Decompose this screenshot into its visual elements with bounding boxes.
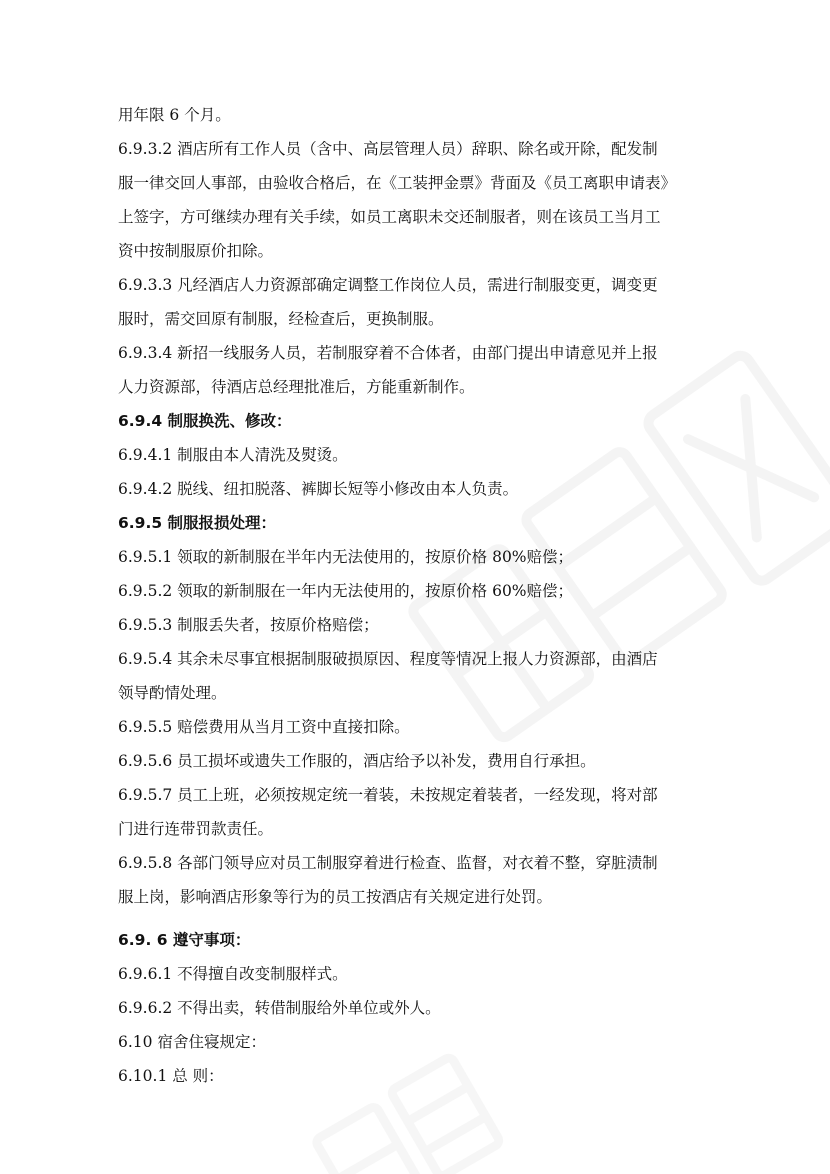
paragraph-line: 门进行连带罚款责任。: [118, 820, 274, 838]
paragraph-line: 6.9.4.1 制服由本人清洗及熨烫。: [118, 446, 348, 464]
paragraph-line: 6.9.6.2 不得出卖，转借制服给外单位或外人。: [118, 999, 441, 1017]
paragraph-line: 服上岗，影响酒店形象等行为的员工按酒店有关规定进行处罚。: [118, 888, 553, 906]
paragraph-line: 6.9.3.2 酒店所有工作人员（含中、高层管理人员）辞职、除名或开除，配发制: [118, 140, 658, 158]
section-heading: 6.10 宿舍住寝规定：: [118, 1033, 266, 1051]
paragraph-line: 6.9.5.8 各部门领导应对员工制服穿着进行检查、监督，对衣着不整，穿脏渍制: [118, 854, 658, 872]
paragraph-line: 用年限 6 个月。: [118, 106, 231, 124]
paragraph-line: 6.9.5.4 其余未尽事宜根据制服破损原因、程度等情况上报人力资源部，由酒店: [118, 650, 658, 668]
paragraph-line: 上签字，方可继续办理有关手续，如员工离职未交还制服者，则在该员工当月工: [118, 208, 661, 226]
document-body: [118, 98, 716, 1093]
paragraph-line: 资中按制服原价扣除。: [118, 242, 274, 260]
paragraph-line: 6.9.5.5 赔偿费用从当月工资中直接扣除。: [118, 718, 410, 736]
paragraph-line: 6.10.1 总 则：: [118, 1067, 224, 1085]
paragraph-gap: [118, 914, 716, 923]
paragraph-line: 6.9.5.2 领取的新制服在一年内无法使用的，按原价格 60%赔偿；: [118, 582, 574, 600]
paragraph-line: 领导酌情处理。: [118, 684, 227, 702]
paragraph-line: 6.9.5.7 员工上班，必须按规定统一着装，未按规定着装者，一经发现，将对部: [118, 786, 658, 804]
paragraph-line: 6.9.3.4 新招一线服务人员，若制服穿着不合体者，由部门提出申请意见并上报: [118, 344, 658, 362]
paragraph-line: 6.9.5.1 领取的新制服在半年内无法使用的，按原价格 80%赔偿；: [118, 548, 574, 566]
section-heading: 6.9.4 制服换洗、修改：: [118, 412, 292, 430]
paragraph-line: 服一律交回人事部，由验收合格后，在《工装押金票》背面及《员工离职申请表》: [118, 174, 677, 192]
section-heading: 6.9. 6 遵守事项：: [118, 931, 251, 949]
paragraph-line: 6.9.5.3 制服丢失者，按原价格赔偿；: [118, 616, 379, 634]
paragraph-line: 6.9.3.3 凡经酒店人力资源部确定调整工作岗位人员，需进行制服变更，调变更: [118, 276, 658, 294]
paragraph-line: 6.9.6.1 不得擅自改变制服样式。: [118, 965, 348, 983]
paragraph-line: 6.9.5.6 员工损坏或遗失工作服的，酒店给予以补发，费用自行承担。: [118, 752, 596, 770]
section-heading: 6.9.5 制服报损处理：: [118, 514, 277, 532]
paragraph-line: 人力资源部，待酒店总经理批准后，方能重新制作。: [118, 378, 475, 396]
paragraph-line: 服时，需交回原有制服，经检查后，更换制服。: [118, 310, 444, 328]
paragraph-line: 6.9.4.2 脱线、纽扣脱落、裤脚长短等小修改由本人负责。: [118, 480, 519, 498]
